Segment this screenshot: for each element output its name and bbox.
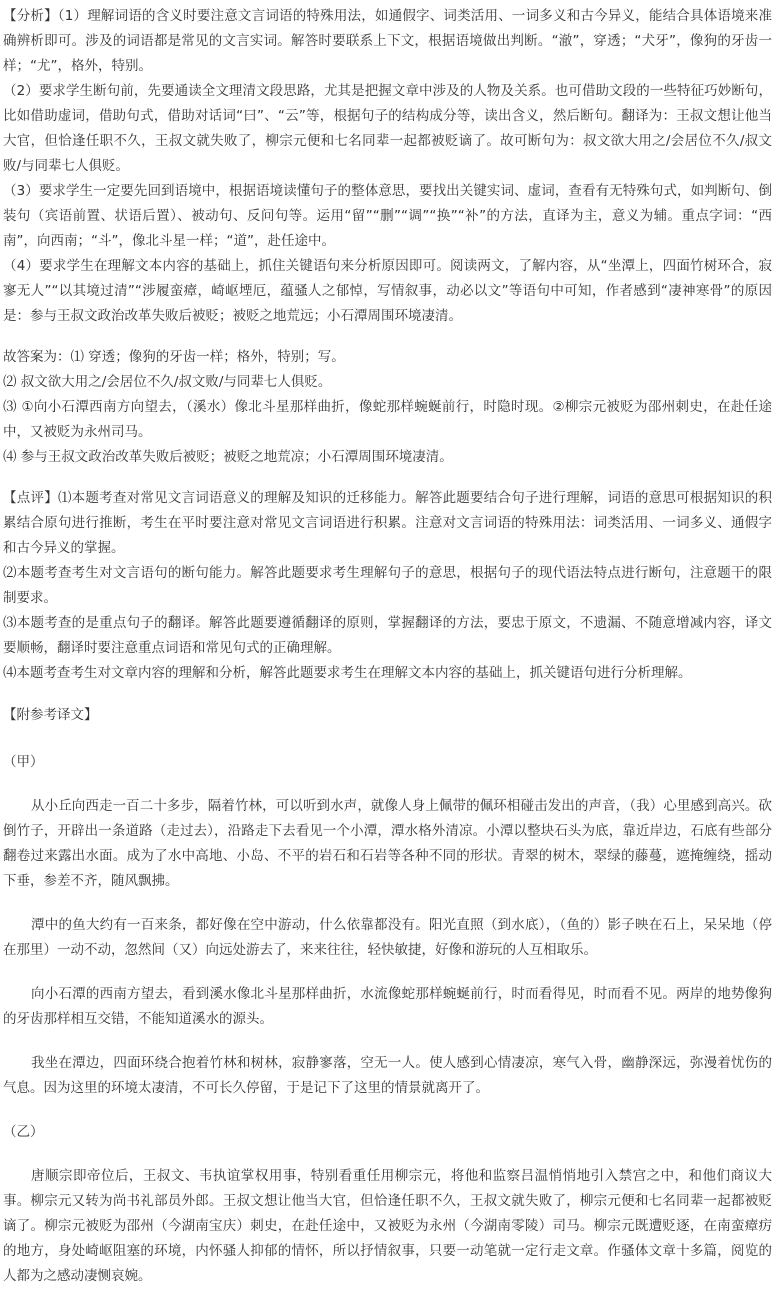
analysis-section xyxy=(3,4,772,329)
comment-paragraph-3: ⑶本题考查的是重点句子的翻译。解答此题要遵循翻译的原则，掌握翻译的方法，要忠于原文，不遗漏、不随意增减内容，译文要顺畅，翻译时要注意重点词语和常见句式的正确理解。 xyxy=(3,615,772,656)
passage-yi-paragraph-1: 唐顺宗即帝位后，王叔文、韦执谊掌权用事，特别看重任用柳宗元，将他和监察吕温悄悄地引入禁宫之中，和他们商议大事。柳宗元又转为尚书礼部员外郎。王叔文想让他当大官，但恰逢任职不久，王叔文就失败了，柳宗元便和七名同辈一起都被贬谪了。柳宗元被贬为邵州（今湖南宝庆）刺史，在赴任途中，又被贬为永州（今湖南零陵）司马。柳宗元既遭贬逐，在南蛮瘴疠的地方，身处崎岖阻塞的环境，内怀骚人抑郁的情怀，所以抒情叙事，只要一动笔就一定行走文章。作骚体文章十多篇，阅览的人都为之感动凄恻哀婉。 xyxy=(3,1168,772,1284)
passage-yi-label: （乙） xyxy=(3,1124,44,1140)
passage-jia-paragraph-1: 从小丘向西走一百二十多步，隔着竹林，可以听到水声，就像人身上佩带的佩环相碰击发出的声音，（我）心里感到高兴。砍倒竹子，开辟出一条道路（走过去），沿路走下去看见一个小潭，潭水格外清凉。小潭以整块石头为底，靠近岸边，石底有些部分翻卷过来露出水面。成为了水中高地、小岛、不平的岩石和石岩等各种不同的形状。青翠的树木，翠绿的藤蔓，遮掩缠绕，摇动下垂，参差不齐，随风飘拂。 xyxy=(3,798,772,889)
passage-jia-label: （甲） xyxy=(3,754,44,770)
comment-paragraph-2: ⑵本题考查考生对文言语句的断句能力。解答此题要求考生理解句子的意思，根据句子的现代语法特点进行断句，注意题干的限制要求。 xyxy=(3,565,772,606)
passage-jia-paragraph-3: 向小石潭的西南方望去，看到溪水像北斗星那样曲折，水流像蛇那样蜿蜒前行，时而看得见，时而看不见。两岸的地势像狗的牙齿那样相互交错，不能知道溪水的源头。 xyxy=(3,986,772,1027)
answer-line-3: ⑶ ①向小石潭西南方向望去，（溪水）像北斗星那样曲折，像蛇那样蜿蜒前行，时隐时现。②柳宗元被贬为邵州刺史，在赴任途中，又被贬为永州司马。 xyxy=(3,399,772,440)
answer-line-4: ⑷ 参与王叔文政治改革失败后被贬；被贬之地荒凉；小石潭周围环境凄清。 xyxy=(3,449,453,465)
analysis-paragraph-3: （3）要求学生一定要先回到语境中，根据语境读懂句子的整体意思，要找出关键实词、虚词，查看有无特殊句式，如判断句、倒装句（宾语前置、状语后置）、被动句、反问句等。运用“留”“删”“调”“换”“补”的方法，直译为主，意义为辅。重点字词：“西南”，向西南；“斗”，像北斗星一样；“道”，赴任途中。 xyxy=(3,183,772,249)
passage-jia-paragraph-2: 潭中的鱼大约有一百来条，都好像在空中游动，什么依靠都没有。阳光直照（到水底），（鱼的）影子映在石上，呆呆地（停在那里）一动不动，忽然间（又）向远处游去了，来来往往，轻快敏捷，好像和游玩的人互相取乐。 xyxy=(3,917,772,958)
answer-line-1: 故答案为：⑴ 穿透；像狗的牙齿一样；格外，特别；写。 xyxy=(3,349,345,365)
analysis-paragraph-2: （2）要求学生断句前，先要通读全文理清文段思路，尤其是把握文章中涉及的人物及关系。也可借助文段的一些特征巧妙断句，比如借助虚词，借助句式，借助对话词“曰”、“云”等，根据句子的结构成分等，读出含义，然后断句。翻译为：王叔文想让他当大官，但恰逢任职不久，王叔文就失败了，柳宗元便和七名同辈一起都被贬谪了。故可断句为：叔文欲大用之/会居位不久/叔文败/与同辈七人俱贬。 xyxy=(3,83,772,174)
answer-section xyxy=(3,345,772,470)
translation-heading: 【附参考译文】 xyxy=(3,707,98,723)
comment-paragraph-1: 【点评】⑴本题考查对常见文言词语意义的理解及知识的迁移能力。解答此题要结合句子进行理解，词语的意思可根据知识的积累结合原句进行推断，考生在平时要注意对常见文言词语进行积累。注意对文言词语的特殊用法：词类活用、一词多义、通假字和古今异义的掌握。 xyxy=(3,490,772,556)
comment-section xyxy=(3,486,772,686)
analysis-paragraph-4: （4）要求学生在理解文本内容的基础上，抓住关键语句来分析原因即可。阅读两文，了解内容，从“坐潭上，四面竹树环合，寂寥无人”“以其境过清”“涉履蛮瘴，崎岖堙厄，蕴骚人之郁悼，写情叙事，动必以文”等语句中可知，作者感到“凄神寒骨”的原因是：参与王叔文政治改革失败后被贬；被贬之地荒远；小石潭周围环境凄清。 xyxy=(3,258,772,324)
answer-line-2: ⑵ 叔文欲大用之/会居位不久/叔文败/与同辈七人俱贬。 xyxy=(3,374,332,390)
translation-section xyxy=(3,703,772,1289)
analysis-paragraph-1: 【分析】（1）理解词语的含义时要注意文言词语的特殊用法，如通假字、词类活用、一词多义和古今异义，能结合具体语境来准确辨析即可。涉及的词语都是常见的文言实词。解答时要联系上下文，根据语境做出判断。“澈”，穿透；“犬牙”，像狗的牙齿一样；“尤”，格外，特别。 xyxy=(3,8,772,74)
comment-paragraph-4: ⑷本题考查考生对文章内容的理解和分析，解答此题要求考生在理解文本内容的基础上，抓关键语句进行分析理解。 xyxy=(3,665,692,681)
passage-jia-paragraph-4: 我坐在潭边，四面环绕合抱着竹林和树林，寂静寥落，空无一人。使人感到心情凄凉，寒气入骨，幽静深远，弥漫着忧伤的气息。因为这里的环境太凄清，不可长久停留，于是记下了这里的情景就离开了。 xyxy=(3,1055,772,1096)
